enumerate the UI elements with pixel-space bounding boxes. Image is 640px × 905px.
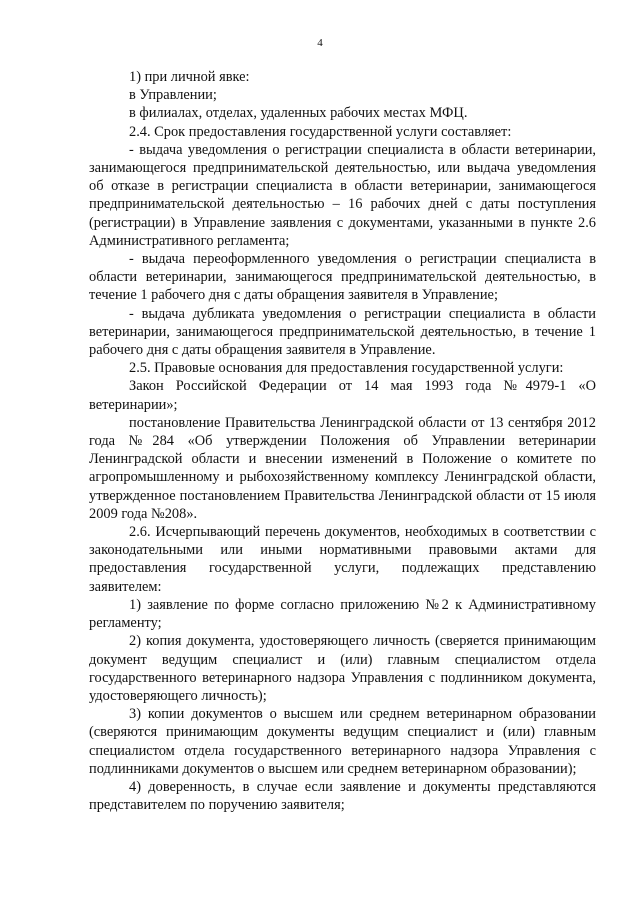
document-body (89, 68, 596, 814)
paragraph-2: в Управлении; (129, 87, 217, 104)
paragraph-3: в филиалах, отделах, удаленных рабочих местах МФЦ. (129, 105, 468, 122)
paragraph-6: - выдача переоформленного уведомления о регистрации специалиста в области ветеринарии, занимающегося предпринимательской деятельностью, в течение 1 рабочего дня с даты обращения заявителя в Управление; (89, 251, 596, 304)
paragraph-1: 1) при личной явке: (129, 69, 250, 85)
paragraph-10: постановление Правительства Ленинградской области от 13 сентября 2012 года №284 «Об утверждении Положения об Управлении ветеринарии Ленинградской области и внесении изменений в Положение о комитете по агропромышленному и рыбохозяйственному комплексу Ленинградской области, утвержденное постановлением Правительства Ленинградской области от 15 июля 2009 года №208». (89, 414, 596, 522)
paragraph-12: 1) заявление по форме согласно приложению №2 к Административному регламенту; (89, 596, 596, 632)
paragraph-4: 2.4. Срок предоставления государственной услуги составляет: (129, 123, 512, 140)
paragraph-9: Закон Российской Федерации от 14 мая 1993 года №4979-1 «О ветеринарии»; (89, 378, 596, 413)
paragraph-14: 3) копии документов о высшем или среднем ветеринарном образовании (сверяются принимающим документы ведущим специалист и (или) главным специалистом отдела государственного ветеринарного надзора Управления с подлинниками документов о высшем или среднем ветеринарном образовании); (89, 706, 596, 777)
paragraph-15: 4) доверенность, в случае если заявление и документы представляются представителем по поручению заявителя; (89, 778, 596, 814)
page-number: 4 (317, 37, 323, 49)
paragraph-8: 2.5. Правовые основания для предоставления государственной услуги: (129, 360, 564, 377)
paragraph-13: 2) копия документа, удостоверяющего личность (сверяется принимающим документ ведущим специалист и (или) главным специалистом отдела государственного ветеринарного надзора Управления с подлинником документа, удостоверяющего личность); (89, 633, 596, 704)
paragraph-11: 2.6. Исчерпывающий перечень документов, необходимых в соответствии с законодательными или иными нормативными правовыми актами для предоставления государственной услуги, подлежащих представлению заявителем: (89, 524, 596, 595)
paragraph-7: - выдача дубликата уведомления о регистрации специалиста в области ветеринарии, занимающегося предпринимательской деятельностью, в течение 1 рабочего дня с даты обращения заявителя в Управление. (89, 305, 596, 359)
paragraph-5: - выдача уведомления о регистрации специалиста в области ветеринарии, занимающегося предпринимательской деятельностью, или выдача уведомления об отказе в регистрации специалиста в области ветеринарии, занимающегося предпринимательской деятельностью – 16 рабочих дней с даты поступления (регистрации) в Управление заявления с документами, указанными в пункте 2.6 Административного регламента; (89, 141, 596, 249)
